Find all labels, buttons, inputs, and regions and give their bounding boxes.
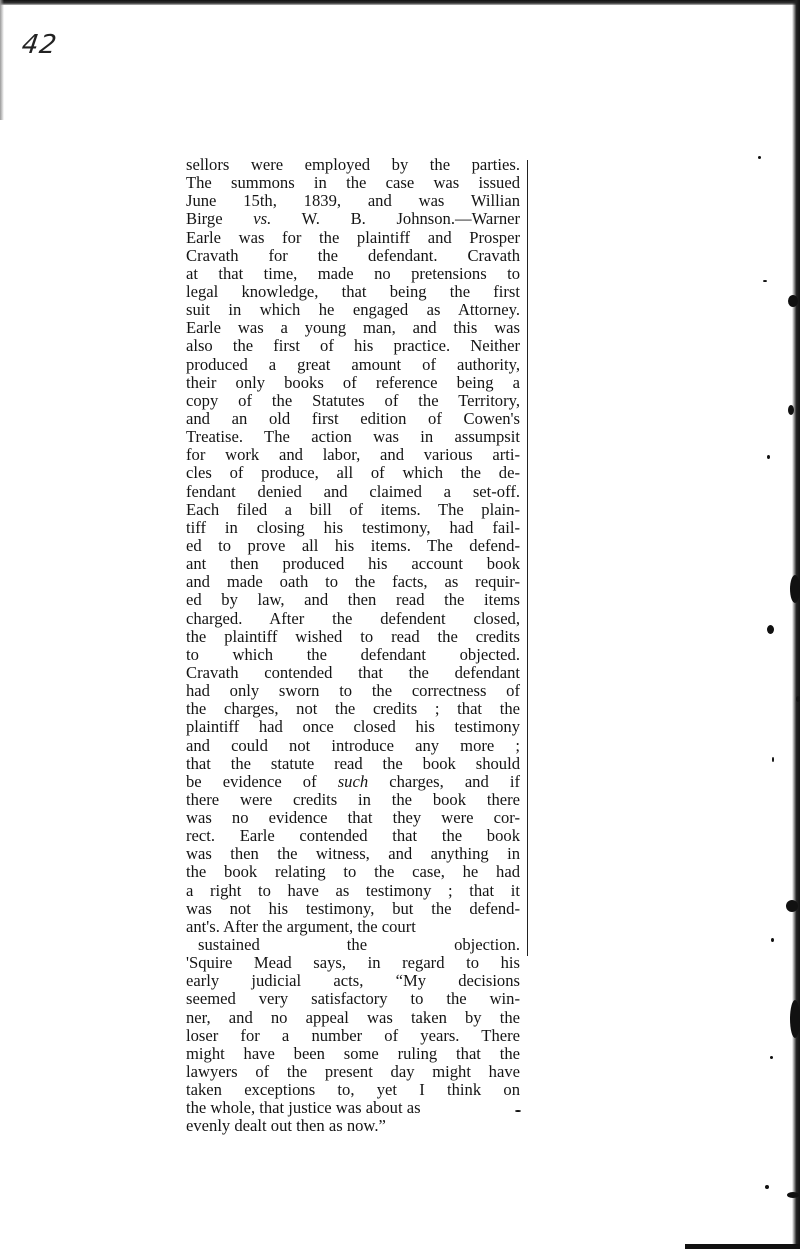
article-line: the charges, not the credits ; that the bbox=[186, 699, 520, 719]
article-line: early judicial acts, “My decisions bbox=[186, 971, 520, 991]
article-line: Each filed a bill of items. The plain- bbox=[186, 499, 520, 519]
handwritten-page-number: 42 bbox=[19, 30, 60, 60]
scan-top-edge bbox=[0, 0, 800, 5]
scan-speck bbox=[790, 1000, 800, 1038]
article-line: the book relating to the case, he had bbox=[186, 862, 520, 882]
article-line: plaintiff had once closed his testimony bbox=[186, 717, 520, 737]
article-line: sellors were employed by the parties. bbox=[186, 155, 520, 174]
article-line: loser for a number of years. There bbox=[186, 1025, 520, 1045]
article-line: charged. After the defendent closed, bbox=[186, 608, 520, 628]
scan-speck bbox=[758, 156, 761, 159]
article-line: was not his testimony, but the defend- bbox=[186, 898, 520, 918]
scan-speck bbox=[770, 1056, 773, 1059]
column-rule bbox=[527, 160, 528, 956]
scan-speck bbox=[786, 900, 798, 912]
article-line: the plaintiff wished to read the credits bbox=[186, 626, 520, 646]
article-line: ner, and no appeal was taken by the bbox=[186, 1007, 520, 1027]
article-line: to which the defendant objected. bbox=[186, 644, 520, 664]
article-line: Cravath contended that the defendant bbox=[186, 662, 520, 682]
article-line: evenly dealt out then as now.” bbox=[186, 1116, 386, 1136]
scan-speck bbox=[772, 757, 774, 762]
emphasis: vs. bbox=[253, 209, 272, 229]
article-line: Earle was for the plaintiff and Prosper bbox=[186, 227, 520, 247]
article-line: that the statute read the book should bbox=[186, 753, 520, 773]
scan-left-shadow bbox=[0, 0, 4, 120]
article-line: and an old first edition of Cowen's bbox=[186, 408, 520, 428]
article-line: there were credits in the book there bbox=[186, 789, 520, 809]
article-line: at that time, made no pretensions to bbox=[186, 263, 520, 283]
article-line: ed by law, and then read the items bbox=[186, 590, 520, 610]
scan-speck bbox=[767, 455, 770, 459]
article-line: taken exceptions to, yet I think on bbox=[186, 1080, 520, 1100]
article-line: seemed very satisfactory to the win- bbox=[186, 989, 520, 1009]
article-line: fendant denied and claimed a set-off. bbox=[186, 481, 520, 501]
article-column bbox=[186, 156, 520, 1136]
article-line: also the first of his practice. Neither bbox=[186, 336, 520, 356]
scan-speck bbox=[771, 938, 774, 942]
article-line: and could not introduce any more ; bbox=[186, 735, 520, 755]
article-line: legal knowledge, that being the first bbox=[186, 281, 520, 301]
article-line: was then the witness, and anything in bbox=[186, 844, 520, 864]
article-line: lawyers of the present day might have bbox=[186, 1062, 520, 1082]
article-line: had only sworn to the correctness of bbox=[186, 681, 520, 701]
scan-bottom-edge bbox=[685, 1244, 800, 1249]
scan-speck bbox=[787, 1192, 799, 1198]
article-line: ant then produced his account book bbox=[186, 554, 520, 574]
article-line: sustained the objection. bbox=[198, 935, 520, 955]
article-line: was no evidence that they were cor- bbox=[186, 808, 520, 828]
emphasis: such bbox=[337, 771, 369, 791]
article-line: June 15th, 1839, and was Willian bbox=[186, 191, 520, 211]
article-line: the whole, that justice was about as bbox=[186, 1098, 421, 1118]
article-line: copy of the Statutes of the Territory, bbox=[186, 390, 520, 410]
article-line: rect. Earle contended that the book bbox=[186, 826, 520, 846]
scan-speck bbox=[788, 295, 798, 307]
article-line: suit in which he engaged as Attorney. bbox=[186, 300, 520, 320]
scan-speck bbox=[790, 575, 800, 603]
scan-speck bbox=[788, 405, 794, 415]
article-line: 'Squire Mead says, in regard to his bbox=[186, 953, 520, 973]
article-line: and made oath to the facts, as requir- bbox=[186, 572, 520, 592]
article-line: Birge vs. W. B. Johnson.—Warner bbox=[186, 209, 521, 229]
scan-speck bbox=[763, 280, 767, 282]
article-line: produced a great amount of authority, bbox=[186, 354, 520, 374]
article-line: tiff in closing his testimony, had fail- bbox=[186, 517, 520, 537]
scan-speck bbox=[515, 1110, 521, 1112]
article-line: Treatise. The action was in assumpsit bbox=[186, 427, 520, 447]
article-line: might have been some ruling that the bbox=[186, 1043, 520, 1063]
article-line: be evidence of such charges, and if bbox=[186, 771, 520, 791]
article-line: ed to prove all his items. The defend- bbox=[186, 535, 520, 555]
article-line: Cravath for the defendant. Cravath bbox=[186, 245, 520, 265]
scan-speck bbox=[765, 1185, 769, 1189]
article-line: their only books of reference being a bbox=[186, 372, 520, 392]
article-line: cles of produce, all of which the de- bbox=[186, 463, 520, 483]
scan-right-edge bbox=[792, 0, 800, 1249]
article-line: Earle was a young man, and this was bbox=[186, 318, 520, 338]
scan-speck bbox=[767, 625, 774, 634]
article-line: for work and labor, and various arti- bbox=[186, 445, 520, 465]
article-line: a right to have as testimony ; that it bbox=[186, 880, 520, 900]
article-line: The summons in the case was issued bbox=[186, 173, 520, 193]
article-line: ant's. After the argument, the court bbox=[186, 916, 416, 936]
scan-speck bbox=[796, 696, 800, 702]
